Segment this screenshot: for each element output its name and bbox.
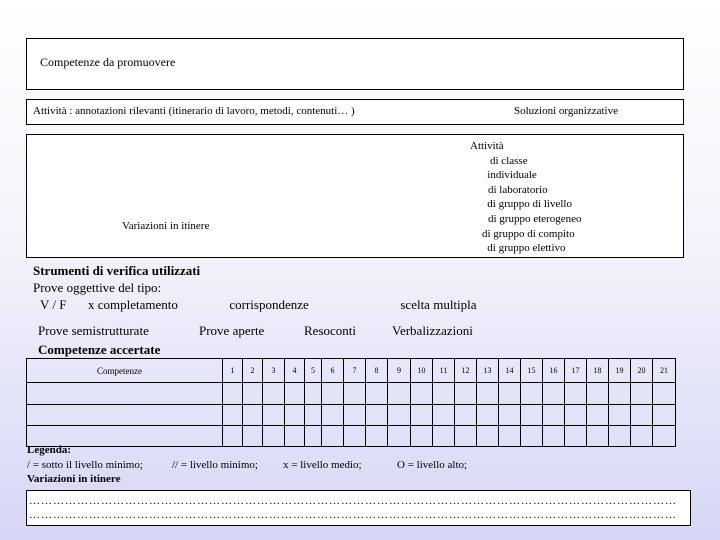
solution-item: di gruppo eterogeneo — [488, 212, 582, 225]
grid-col-num: 13 — [477, 359, 499, 383]
grid-row — [27, 426, 676, 447]
grid-col-num: 16 — [543, 359, 565, 383]
grid-col-num: 18 — [587, 359, 609, 383]
activities-label: Attività : annotazioni rilevanti (itinerario di lavoro, metodi, contenuti… ) — [33, 105, 355, 117]
grid-col-num: 20 — [631, 359, 653, 383]
verifica-vf: V / F — [40, 297, 67, 312]
grid-col-num: 3 — [263, 359, 285, 383]
grid-col-num: 7 — [344, 359, 366, 383]
grid-col-num: 9 — [388, 359, 411, 383]
grid-col-num: 2 — [243, 359, 263, 383]
competenze-title: Competenze da promuovere — [40, 55, 176, 69]
legenda-variazioni: Variazioni in itinere — [27, 473, 121, 485]
solutions-list — [440, 139, 640, 256]
verifica-resoconti: Resoconti — [304, 323, 356, 338]
grid-col-num: 11 — [433, 359, 455, 383]
grid-col-num: 4 — [285, 359, 305, 383]
solution-item: di gruppo di livello — [476, 198, 561, 211]
verifica-completamento: x completamento — [88, 297, 178, 312]
grid-col-num: 6 — [322, 359, 344, 383]
grid-col-num: 1 — [223, 359, 243, 383]
solution-item: di gruppo di compito — [482, 227, 575, 240]
legenda-item-minimo: // = livello minimo; — [172, 459, 258, 471]
solutions-label: Soluzioni organizzative — [514, 105, 618, 117]
verifica-corrispondenze: corrispondenze — [216, 297, 296, 312]
competenze-box — [26, 38, 684, 90]
solution-item: di laboratorio — [488, 183, 548, 196]
grid-row — [27, 405, 676, 426]
verifica-subtitle: Prove oggettive del tipo: — [33, 280, 162, 295]
activities-header-box — [26, 99, 684, 125]
competenze-grid — [26, 358, 676, 447]
legenda-title: Legenda: — [27, 444, 71, 456]
grid-col-num: 14 — [499, 359, 521, 383]
accertate-title: Competenze accertate — [38, 342, 161, 357]
verifica-aperte: Prove aperte — [199, 323, 265, 338]
variazioni-box — [26, 490, 691, 526]
legenda-item-alto: O = livello alto; — [397, 459, 468, 471]
grid-col-num: 17 — [565, 359, 587, 383]
verifica-title: Strumenti di verifica utilizzati — [33, 263, 201, 278]
variazioni-line-2: ……………………………………………………………………………………………………………………………………………… — [29, 509, 677, 521]
solution-item: individuale — [476, 169, 526, 182]
verifica-scelta: scelta multipla — [387, 297, 464, 312]
grid-row — [27, 383, 676, 405]
verifica-verbalizzazioni: Verbalizzazioni — [392, 323, 473, 338]
legenda-item-medio: x = livello medio; — [283, 459, 362, 471]
solution-item: Attività — [470, 140, 504, 152]
verifica-semistrutturate: Prove semistrutturate — [38, 323, 149, 338]
grid-header-competenze — [27, 359, 223, 383]
grid-col-num: 8 — [366, 359, 388, 383]
grid-header-label: Competenze — [97, 366, 142, 376]
grid-col-num: 15 — [521, 359, 543, 383]
variazioni-label: Variazioni in itinere — [122, 220, 210, 232]
grid-col-num: 19 — [609, 359, 631, 383]
solution-item: di classe — [490, 154, 528, 167]
grid-col-num: 5 — [305, 359, 322, 383]
grid-col-num: 21 — [653, 359, 676, 383]
grid-col-num: 10 — [411, 359, 433, 383]
solution-item: di gruppo elettivo — [476, 242, 555, 255]
variazioni-line-1: ……………………………………………………………………………………………………………………………………………… — [29, 495, 677, 507]
legenda-item-sotto: / = sotto il livello minimo; — [27, 459, 143, 471]
grid-col-num: 12 — [455, 359, 477, 383]
